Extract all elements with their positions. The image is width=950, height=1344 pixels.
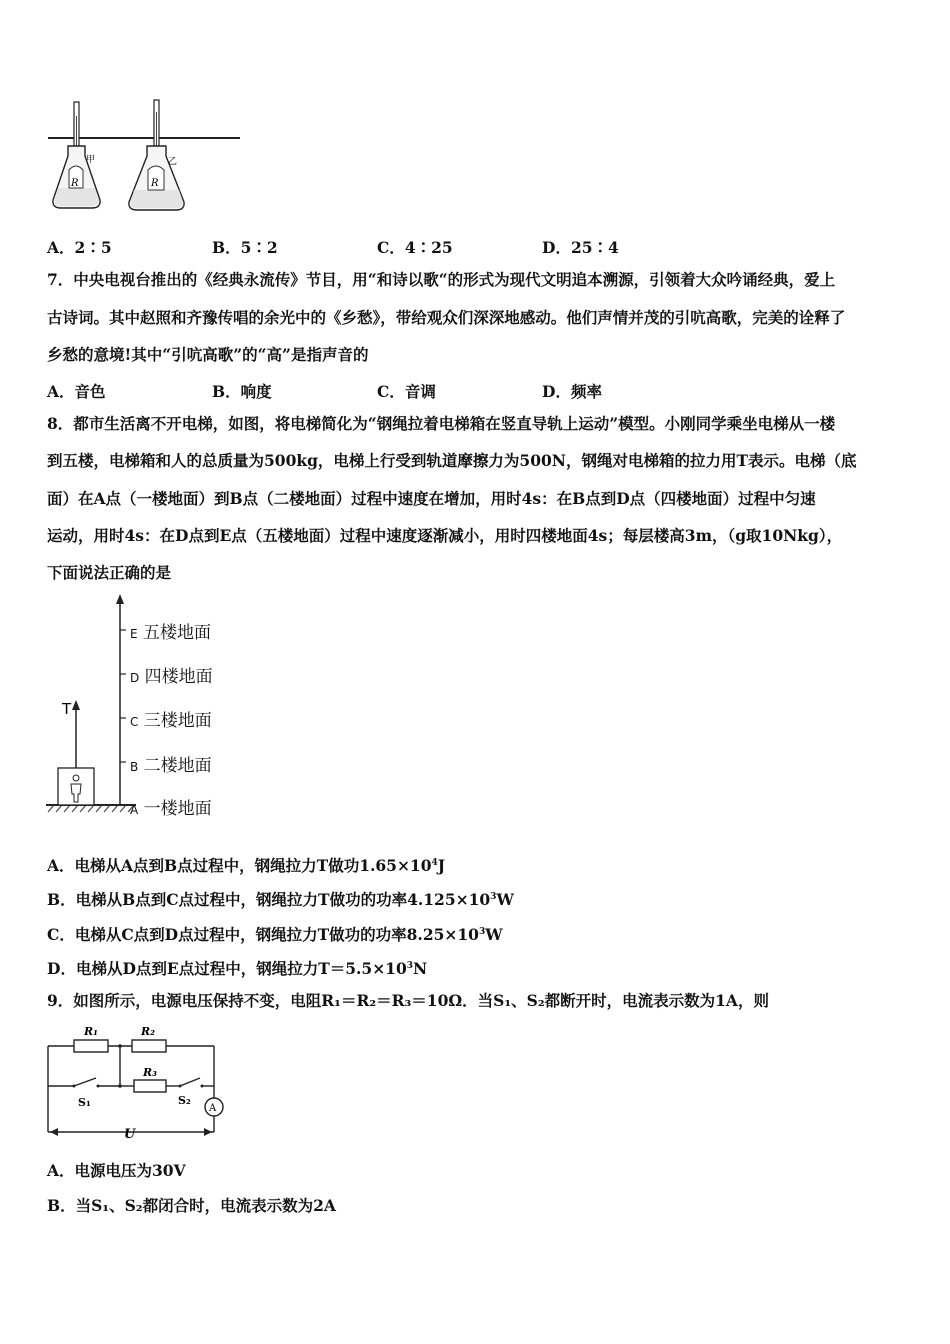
elevator-box xyxy=(58,768,94,805)
q8-stem-line-2: 到五楼，电梯箱和人的总质量为500kg，电梯上行受到轨道摩擦力为500N，钢绳对电梯箱的拉力用T表示。电梯（底 xyxy=(47,451,857,470)
option-text: 频率 xyxy=(570,382,602,401)
option-letter: B． xyxy=(212,238,241,257)
q6-option-c[interactable] xyxy=(377,236,453,258)
floor-name-b: 二楼地面 xyxy=(143,756,212,776)
floor-name-c: 三楼地面 xyxy=(143,711,212,731)
option-unit: N xyxy=(413,959,428,978)
q6-option-a[interactable] xyxy=(47,236,112,258)
q8-stem-line-1: 8．都市生活离不开电梯，如图，将电梯简化为“钢绳拉着电梯箱在竖直导轨上运动”模型。小刚同学乘坐电梯从一楼 xyxy=(47,414,836,433)
option-letter: B． xyxy=(212,382,241,401)
r2-label: R₂ xyxy=(141,1025,155,1038)
option-letter: A． xyxy=(47,382,75,401)
q6-option-d[interactable] xyxy=(542,236,619,258)
q6-option-b[interactable] xyxy=(212,236,278,258)
q9-circuit-figure xyxy=(40,1018,240,1142)
q8-option-b[interactable] xyxy=(47,888,514,910)
option-exponent: 3 xyxy=(490,891,497,902)
q7-option-b[interactable] xyxy=(212,380,272,402)
flask-yi-label: 乙 xyxy=(168,157,178,167)
q8-stem-line-5: 下面说法正确的是 xyxy=(47,563,172,582)
floor-label-e xyxy=(130,618,211,643)
floor-label-a xyxy=(130,794,212,819)
option-letter: D． xyxy=(542,238,571,257)
q9-option-a[interactable]: A．电源电压为30V xyxy=(47,1161,186,1180)
point-a: A xyxy=(130,803,139,817)
option-letter: C． xyxy=(377,238,405,257)
option-text: 4∶25 xyxy=(404,238,453,257)
r1-label: R₁ xyxy=(84,1025,98,1038)
option-exponent: 3 xyxy=(478,926,486,937)
option-text: B．电梯从B点到C点过程中，钢绳拉力T做功的功率4.125×10 xyxy=(47,890,491,909)
point-c: C xyxy=(130,715,139,729)
option-text: D．电梯从D点到E点过程中，钢绳拉力T＝5.5×10 xyxy=(47,959,407,978)
flask-yi xyxy=(129,100,184,210)
option-text: 25∶4 xyxy=(570,238,619,257)
voltage-label: U xyxy=(124,1127,136,1142)
flask-yi-resistor-label: R xyxy=(151,178,159,189)
q7-option-c[interactable] xyxy=(377,380,436,402)
option-text: 2∶5 xyxy=(74,238,112,257)
option-text: 音色 xyxy=(74,382,106,401)
option-unit: J xyxy=(437,856,446,875)
option-text: 5∶2 xyxy=(240,238,278,257)
option-unit: W xyxy=(496,890,514,909)
floor-label-c xyxy=(130,706,212,731)
option-letter: D． xyxy=(542,382,571,401)
floor-name-a: 一楼地面 xyxy=(143,799,212,819)
q8-stem-line-3: 面）在A点（一楼地面）到B点（二楼地面）过程中速度在增加，用时4s：在B点到D点（四楼地面）过程中匀速 xyxy=(47,489,816,508)
q8-option-d[interactable] xyxy=(47,957,427,979)
ammeter-label: A xyxy=(209,1103,217,1114)
floor-label-b xyxy=(130,751,212,776)
option-letter: A． xyxy=(47,238,75,257)
q9-option-b[interactable]: B．当S₁、S₂都闭合时，电流表示数为2A xyxy=(47,1196,336,1215)
point-d: D xyxy=(130,671,140,685)
option-exponent: 4 xyxy=(431,857,438,868)
flask-jia-label: 甲 xyxy=(86,155,96,165)
tension-label: T xyxy=(62,700,72,718)
r3-label: R₃ xyxy=(143,1066,157,1079)
flask-jia-resistor-label: R xyxy=(71,178,79,189)
option-text: A．电梯从A点到B点过程中，钢绳拉力T做功1.65×10 xyxy=(47,856,432,875)
s2-label: S₂ xyxy=(178,1094,191,1107)
floor-name-e: 五楼地面 xyxy=(143,623,211,643)
q9-stem-line-1: 9．如图所示，电源电压保持不变，电阻R₁＝R₂＝R₃＝10Ω．当S₁、S₂都断开时，电流表示数为1A，则 xyxy=(47,991,769,1010)
option-exponent: 3 xyxy=(406,960,414,971)
q7-stem-line-3: 乡愁的意境!其中“引吭高歌”的“高”是指声音的 xyxy=(47,345,369,364)
q7-stem-line-2: 古诗词。其中赵照和齐豫传唱的余光中的《乡愁》，带给观众们深深地感动。他们声情并茂的引吭高歌，完美的诠释了 xyxy=(47,308,846,327)
option-text: 响度 xyxy=(240,382,272,401)
option-unit: W xyxy=(485,925,503,944)
q7-option-a[interactable] xyxy=(47,380,106,402)
q7-stem-line-1: 7．中央电视台推出的《经典永流传》节目，用“和诗以歌“的形式为现代文明追本溯源，引领着大众吟诵经典，爱上 xyxy=(47,270,836,289)
q7-option-d[interactable] xyxy=(542,380,602,402)
option-text: 音调 xyxy=(404,382,436,401)
q8-option-c[interactable] xyxy=(47,923,503,945)
option-letter: C． xyxy=(377,382,405,401)
q8-option-a[interactable] xyxy=(47,854,445,876)
floor-label-d xyxy=(130,662,213,687)
point-e: E xyxy=(130,627,138,641)
s1-label: S₁ xyxy=(78,1096,91,1109)
floor-name-d: 四楼地面 xyxy=(144,667,213,687)
q6-flask-figure xyxy=(44,96,244,218)
q8-stem-line-4: 运动，用时4s：在D点到E点（五楼地面）过程中速度逐渐减小，用时四楼地面4s；每层楼高3m，（g取10Nkg）， xyxy=(47,526,843,545)
flask-jia xyxy=(53,102,100,208)
option-text: C．电梯从C点到D点过程中，钢绳拉力T做功的功率8.25×10 xyxy=(47,925,479,944)
point-b: B xyxy=(130,760,139,774)
